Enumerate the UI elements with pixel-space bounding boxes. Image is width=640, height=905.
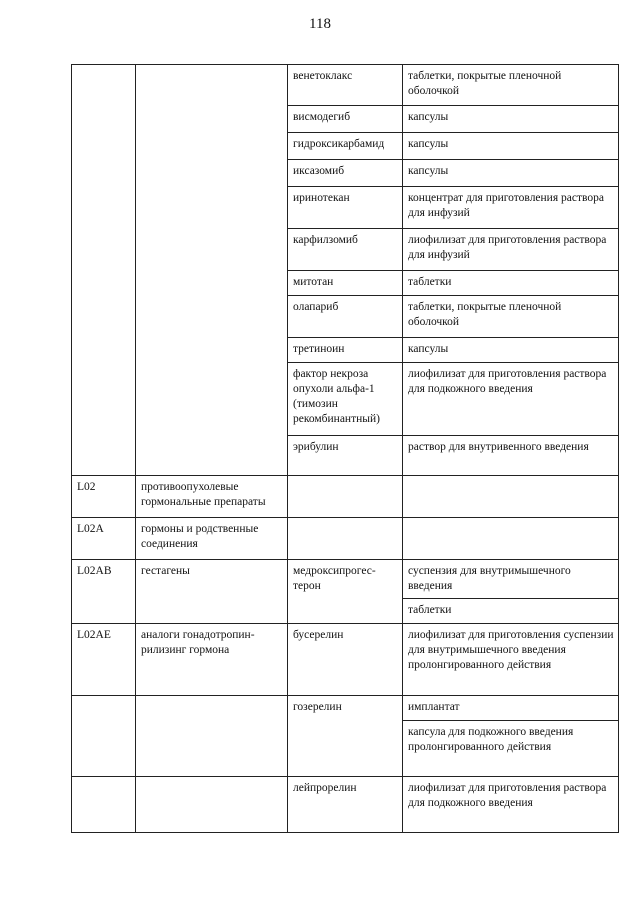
table-row — [72, 65, 619, 106]
drug-cell: лейпрорелин — [288, 777, 403, 833]
form-cell: капсулы — [403, 133, 619, 160]
form-cell: таблетки — [403, 271, 619, 296]
code-cell: L02A — [72, 518, 136, 560]
drug-cell: гидроксикарбамид — [288, 133, 403, 160]
group-cell: противоопухолевые гормональные препараты — [136, 476, 288, 518]
form-cell: лиофилизат для приготовления раствора для подкожного введения — [403, 363, 619, 436]
group-cell — [136, 65, 288, 476]
form-cell — [403, 476, 619, 518]
group-cell — [136, 777, 288, 833]
form-cell: капсулы — [403, 338, 619, 363]
table-row — [72, 777, 619, 833]
drug-cell: гозерелин — [288, 696, 403, 777]
form-cell: суспензия для внутримышечного введения — [403, 560, 619, 599]
form-cell: таблетки — [403, 599, 619, 624]
drug-table — [71, 64, 619, 833]
drug-cell: митотан — [288, 271, 403, 296]
drug-cell: олапариб — [288, 296, 403, 338]
page-number: 118 — [309, 16, 331, 32]
drug-cell — [288, 476, 403, 518]
drug-cell: медроксипрогес-терон — [288, 560, 403, 624]
form-cell — [403, 518, 619, 560]
drug-cell: фактор некроза опухоли альфа-1 (тимозин рекомбинантный) — [288, 363, 403, 436]
form-cell: раствор для внутривенного введения — [403, 436, 619, 476]
table-row — [72, 624, 619, 696]
form-cell: капсулы — [403, 106, 619, 133]
drug-cell: бусерелин — [288, 624, 403, 696]
form-cell: имплантат — [403, 696, 619, 721]
drug-cell: эрибулин — [288, 436, 403, 476]
drug-cell — [288, 518, 403, 560]
code-cell — [72, 65, 136, 476]
table-row — [72, 518, 619, 560]
form-cell: таблетки, покрытые пленочной оболочкой — [403, 65, 619, 106]
group-cell — [136, 696, 288, 777]
drug-cell: третиноин — [288, 338, 403, 363]
drug-cell: висмодегиб — [288, 106, 403, 133]
group-cell: гормоны и родственные соединения — [136, 518, 288, 560]
form-cell: капсула для подкожного введения пролонгированного действия — [403, 721, 619, 777]
code-cell: L02AB — [72, 560, 136, 624]
form-cell: таблетки, покрытые пленочной оболочкой — [403, 296, 619, 338]
code-cell — [72, 777, 136, 833]
code-cell: L02AE — [72, 624, 136, 696]
drug-cell: иринотекан — [288, 187, 403, 229]
group-cell: аналоги гонадотропин-рилизинг гормона — [136, 624, 288, 696]
group-cell: гестагены — [136, 560, 288, 624]
table-row — [72, 560, 619, 599]
form-cell: лиофилизат для приготовления раствора для подкожного введения — [403, 777, 619, 833]
drug-cell: иксазомиб — [288, 160, 403, 187]
code-cell — [72, 696, 136, 777]
code-cell: L02 — [72, 476, 136, 518]
table-row — [72, 476, 619, 518]
form-cell: лиофилизат для приготовления суспензии для внутримышечного введения пролонгированного действия — [403, 624, 619, 696]
drug-cell: венетоклакс — [288, 65, 403, 106]
form-cell: концентрат для приготовления раствора для инфузий — [403, 187, 619, 229]
drug-cell: карфилзомиб — [288, 229, 403, 271]
table-row — [72, 696, 619, 721]
form-cell: капсулы — [403, 160, 619, 187]
form-cell: лиофилизат для приготовления раствора для инфузий — [403, 229, 619, 271]
